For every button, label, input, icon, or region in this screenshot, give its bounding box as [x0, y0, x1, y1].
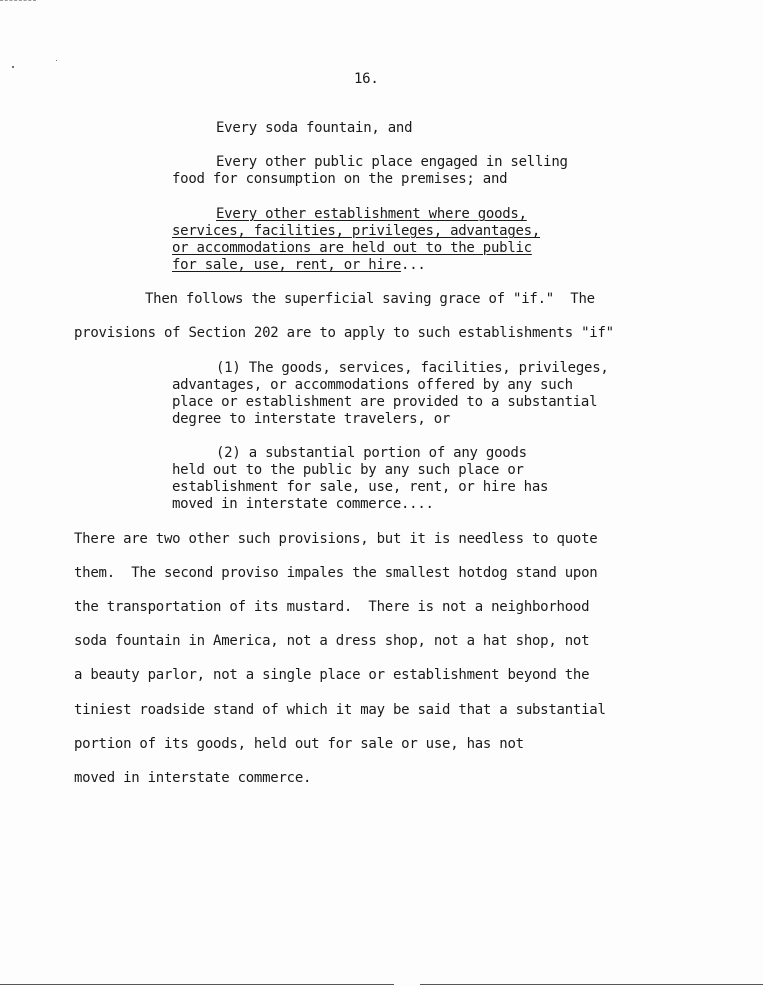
body-line: soda fountain in America, not a dress shop, not a hat shop, not [74, 633, 590, 649]
proviso-1-line-3: place or establishment are provided to a substantial [172, 394, 598, 410]
scan-speck [56, 60, 57, 61]
footer-rule-right [420, 984, 763, 985]
proviso-2-line-3: establishment for sale, use, rent, or hire has [172, 479, 549, 495]
quote-paragraph-2-line-1: Every other public place engaged in selling [216, 154, 568, 170]
body-line: moved in interstate commerce. [74, 770, 312, 786]
proviso-1-line-4: degree to interstate travelers, or [172, 411, 451, 427]
quote-paragraph-3-line-4 [172, 257, 426, 274]
body-line: the transportation of its mustard. There is not a neighborhood [74, 599, 590, 615]
scan-speck [12, 66, 14, 68]
underlined-text: for sale, use, rent, or hire [172, 257, 402, 273]
proviso-2-line-4: moved in interstate commerce.... [172, 496, 434, 512]
body-line: a beauty parlor, not a single place or establishment beyond the [74, 667, 590, 683]
quote-paragraph-1: Every soda fountain, and [216, 120, 413, 136]
proviso-1-line-1: (1) The goods, services, facilities, privileges, [216, 360, 609, 376]
body-line: provisions of Section 202 are to apply to such establishments "if" [74, 325, 614, 341]
quote-paragraph-3-line-1: Every other establishment where goods, [216, 206, 527, 222]
body-line: There are two other such provisions, but it is needless to quote [74, 531, 598, 547]
proviso-1-line-2: advantages, or accommodations offered by any such [172, 377, 573, 393]
proviso-2-line-1: (2) a substantial portion of any goods [216, 445, 527, 461]
body-line: portion of its goods, held out for sale or use, has not [74, 736, 524, 752]
page-number: 16. [354, 71, 379, 87]
body-line: Then follows the superficial saving grace of "if." The [145, 291, 595, 307]
scan-edge-mark [0, 0, 36, 1]
body-line: them. The second proviso impales the smallest hotdog stand upon [74, 565, 598, 581]
footer-rule-left [0, 984, 394, 985]
body-line: tiniest roadside stand of which it may be said that a substantial [74, 702, 606, 718]
ellipsis: ... [401, 257, 426, 273]
quote-paragraph-3-line-3: or accommodations are held out to the public [172, 240, 532, 256]
quote-paragraph-3-line-2: services, facilities, privileges, advantages, [172, 223, 541, 239]
proviso-2-line-2: held out to the public by any such place or [172, 462, 524, 478]
quote-paragraph-2-line-2: food for consumption on the premises; and [172, 171, 508, 187]
